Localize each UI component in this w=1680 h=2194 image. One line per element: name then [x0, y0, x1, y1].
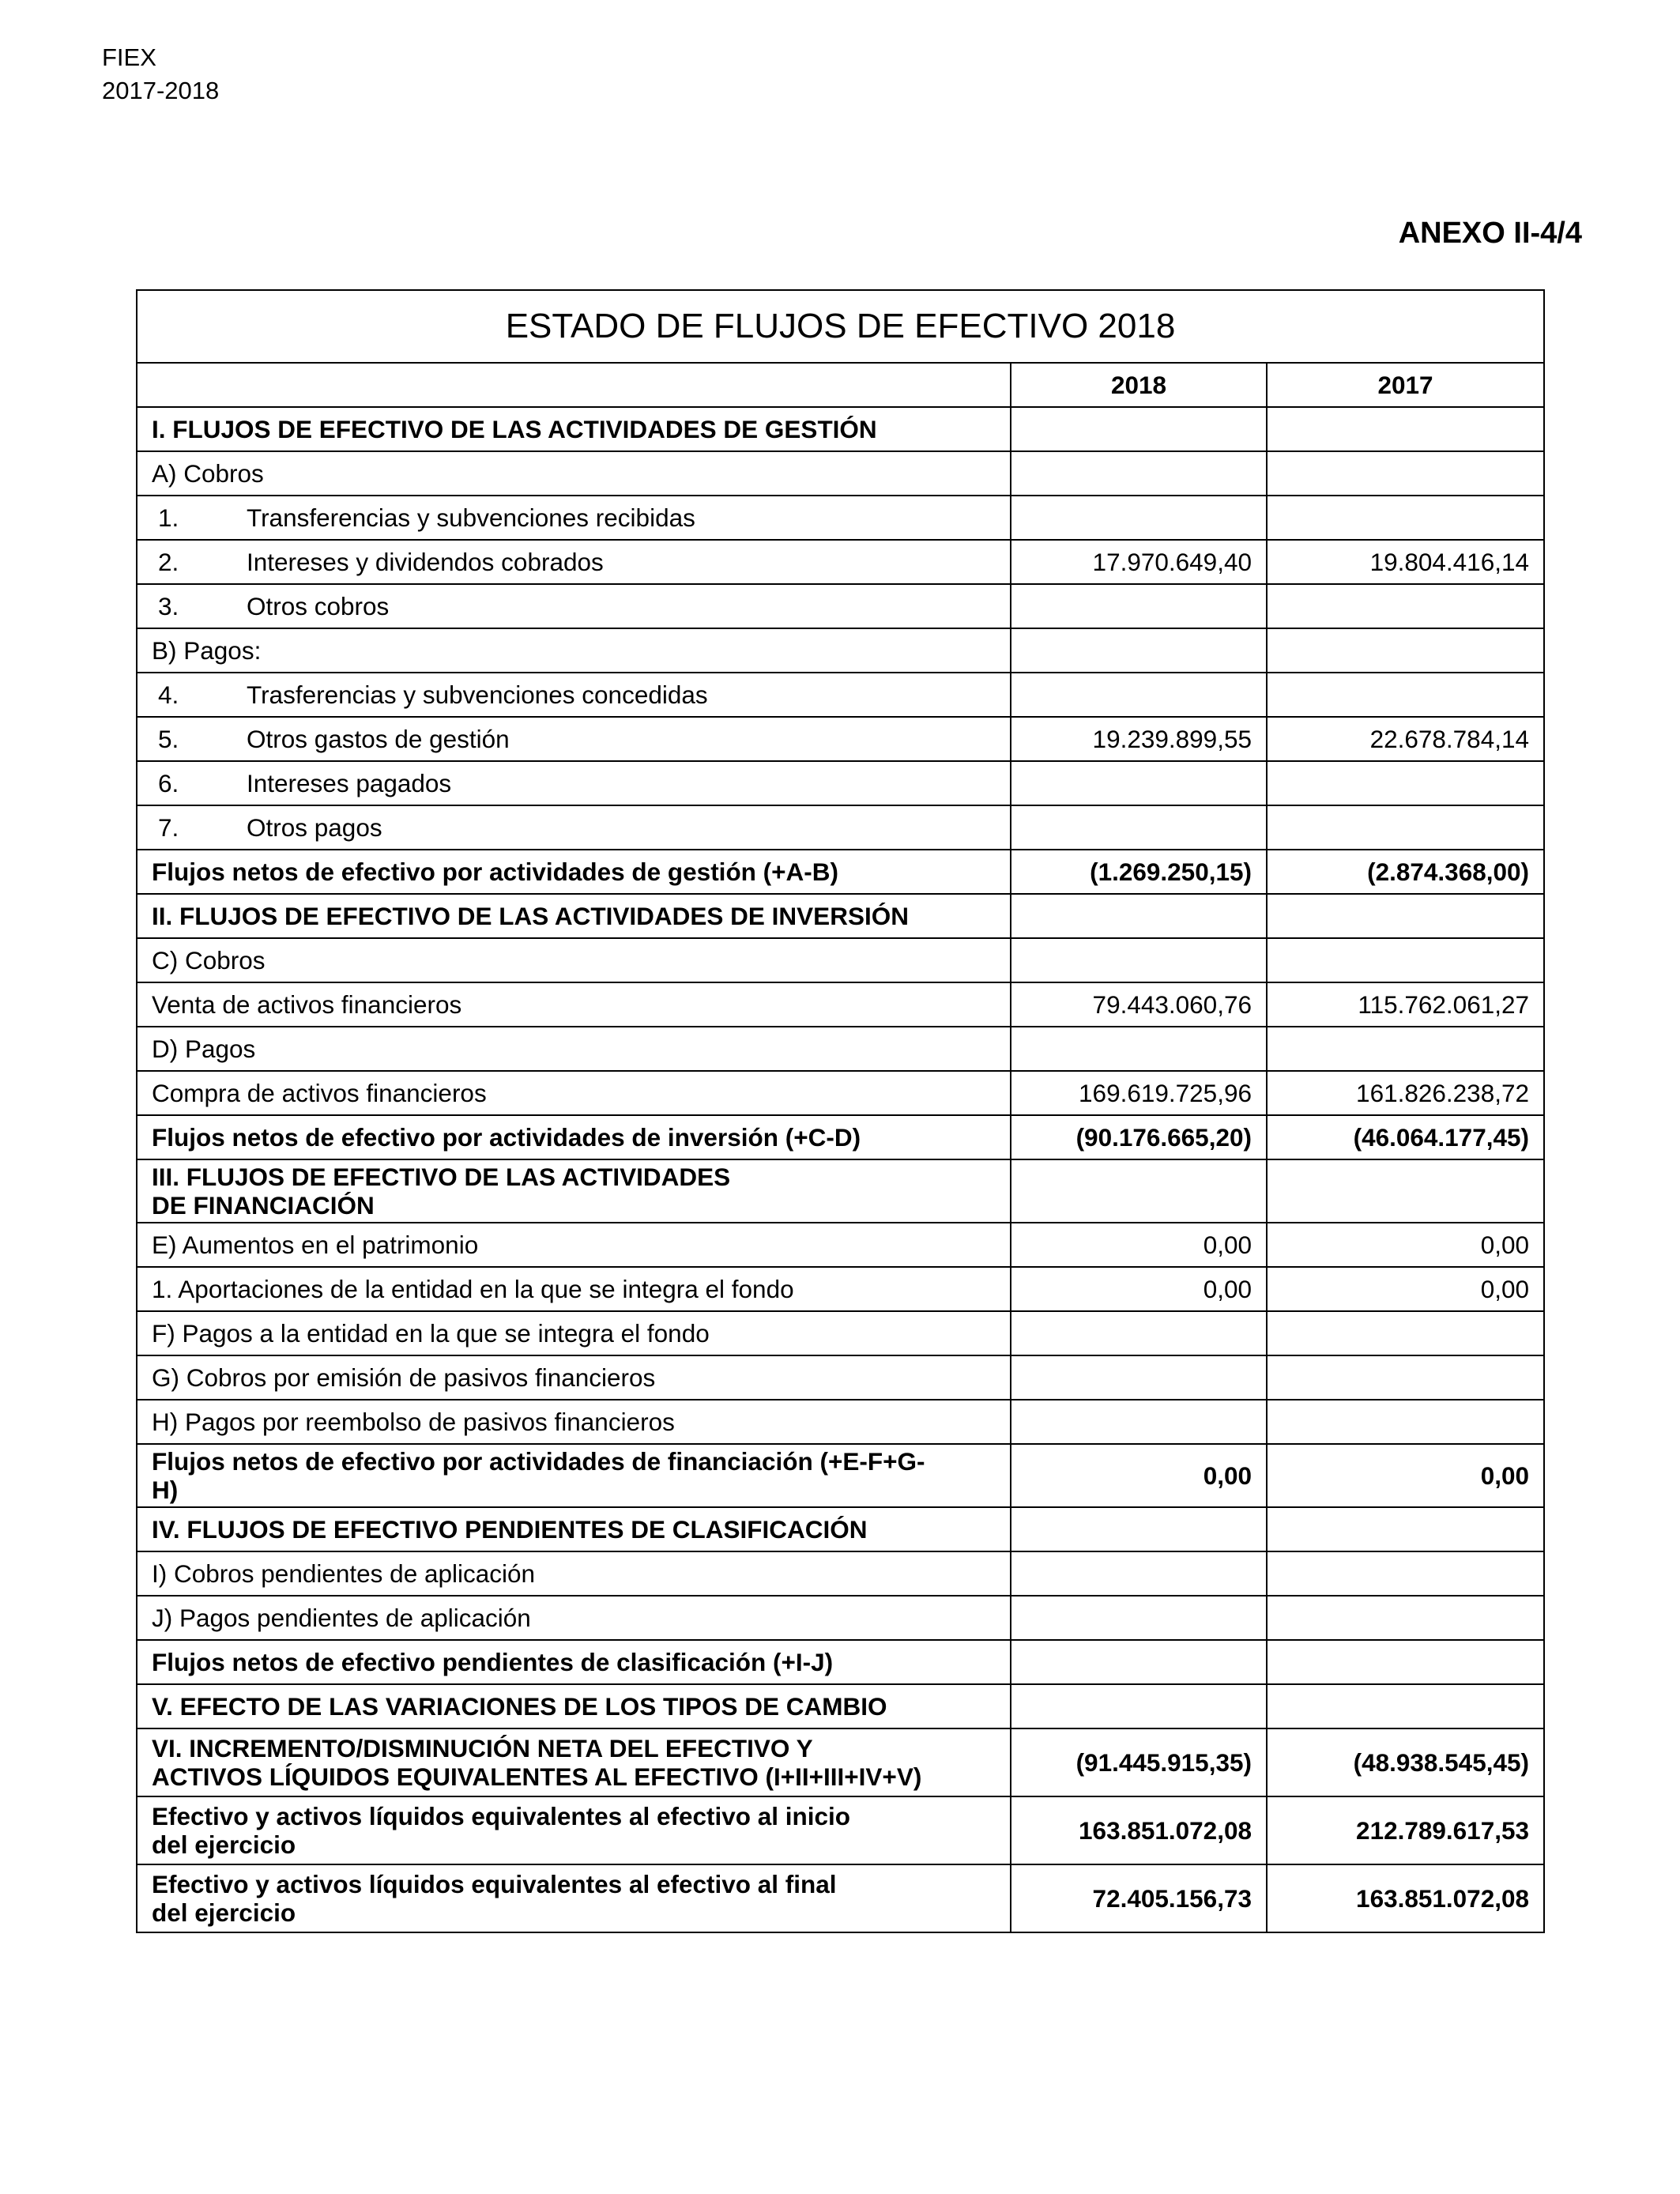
row-label-cell [137, 496, 1011, 540]
row-label: V. EFECTO DE LAS VARIACIONES DE LOS TIPOS DE CAMBIO [152, 1692, 887, 1721]
value-2018-cell: 163.851.072,08 [1011, 1796, 1267, 1864]
table-row [137, 1728, 1544, 1796]
row-label: Otros gastos de gestión [247, 725, 510, 753]
value-2017-cell: 0,00 [1267, 1267, 1544, 1311]
value-2017-cell [1267, 1551, 1544, 1596]
row-label: II. FLUJOS DE EFECTIVO DE LAS ACTIVIDADES DE INVERSIÓN [152, 902, 909, 930]
value-2017-cell: (48.938.545,45) [1267, 1728, 1544, 1796]
table-row [137, 673, 1544, 717]
row-label: E) Aumentos en el patrimonio [152, 1231, 479, 1259]
value-2017-cell: (46.064.177,45) [1267, 1115, 1544, 1159]
row-label-cell [137, 407, 1011, 451]
row-label-cell [137, 673, 1011, 717]
row-index: 7. [158, 813, 179, 842]
value-2017-cell [1267, 1311, 1544, 1355]
table-row [137, 1864, 1544, 1932]
row-label-cell [137, 1551, 1011, 1596]
value-2018-cell [1011, 584, 1267, 628]
value-2018-cell [1011, 1027, 1267, 1071]
value-2018-cell [1011, 761, 1267, 805]
row-index: 2. [158, 548, 179, 576]
value-2017-cell [1267, 628, 1544, 673]
column-header-2018: 2018 [1011, 363, 1267, 407]
row-label: Otros cobros [247, 592, 390, 620]
row-label-cell [137, 1444, 1011, 1507]
row-label: Efectivo y activos líquidos equivalentes al efectivo al final del ejercicio [152, 1870, 837, 1927]
value-2017-cell [1267, 938, 1544, 982]
row-label-cell [137, 938, 1011, 982]
value-2018-cell [1011, 451, 1267, 496]
value-2018-cell: 0,00 [1011, 1223, 1267, 1267]
row-label: Intereses y dividendos cobrados [247, 548, 604, 576]
value-2018-cell: 0,00 [1011, 1444, 1267, 1507]
row-label: Efectivo y activos líquidos equivalentes al efectivo al inicio del ejercicio [152, 1802, 851, 1859]
row-label: I. FLUJOS DE EFECTIVO DE LAS ACTIVIDADES DE GESTIÓN [152, 415, 877, 443]
row-index: 6. [158, 769, 179, 797]
row-label-cell [137, 1311, 1011, 1355]
value-2018-cell: 17.970.649,40 [1011, 540, 1267, 584]
table-row [137, 1596, 1544, 1640]
document-header [102, 41, 219, 107]
table-row [137, 761, 1544, 805]
table-row [137, 894, 1544, 938]
table-row [137, 1355, 1544, 1400]
value-2017-cell: 0,00 [1267, 1444, 1544, 1507]
value-2017-cell: (2.874.368,00) [1267, 850, 1544, 894]
row-label-cell [137, 1596, 1011, 1640]
row-label-cell [137, 717, 1011, 761]
row-label-cell [137, 1864, 1011, 1932]
row-label-cell [137, 1400, 1011, 1444]
row-label-cell [137, 1796, 1011, 1864]
value-2017-cell [1267, 1159, 1544, 1223]
table-row [137, 1223, 1544, 1267]
value-2018-cell [1011, 1311, 1267, 1355]
row-label-cell [137, 850, 1011, 894]
annex-label: ANEXO II-4/4 [1398, 217, 1582, 250]
row-label-cell [137, 1728, 1011, 1796]
table-row [137, 496, 1544, 540]
value-2017-cell [1267, 894, 1544, 938]
row-label-cell [137, 1027, 1011, 1071]
value-2017-cell [1267, 1684, 1544, 1728]
value-2017-cell [1267, 1507, 1544, 1551]
row-index: 5. [158, 725, 179, 753]
row-label: Otros pagos [247, 813, 382, 842]
table-row [137, 1400, 1544, 1444]
row-label: D) Pagos [152, 1035, 256, 1063]
value-2018-cell [1011, 1684, 1267, 1728]
table-title-row [137, 290, 1544, 363]
row-label: H) Pagos por reembolso de pasivos financieros [152, 1408, 675, 1436]
table-row [137, 451, 1544, 496]
table-row [137, 1507, 1544, 1551]
value-2018-cell [1011, 1355, 1267, 1400]
row-label-cell [137, 1355, 1011, 1400]
value-2018-cell [1011, 628, 1267, 673]
value-2017-cell [1267, 451, 1544, 496]
value-2018-cell: (90.176.665,20) [1011, 1115, 1267, 1159]
row-label: Flujos netos de efectivo por actividades de financiación (+E-F+G- H) [152, 1447, 925, 1504]
row-label: Trasferencias y subvenciones concedidas [247, 680, 708, 709]
table-row [137, 1027, 1544, 1071]
row-label: Flujos netos de efectivo por actividades de gestión (+A-B) [152, 858, 839, 886]
row-label-cell [137, 1071, 1011, 1115]
table-row [137, 1267, 1544, 1311]
row-label: IV. FLUJOS DE EFECTIVO PENDIENTES DE CLASIFICACIÓN [152, 1515, 868, 1544]
value-2018-cell [1011, 805, 1267, 850]
row-index: 4. [158, 680, 179, 709]
table-row [137, 1115, 1544, 1159]
value-2017-cell: 0,00 [1267, 1223, 1544, 1267]
row-label-cell [137, 628, 1011, 673]
value-2018-cell: 72.405.156,73 [1011, 1864, 1267, 1932]
row-label: C) Cobros [152, 946, 266, 974]
row-label: III. FLUJOS DE EFECTIVO DE LAS ACTIVIDADES DE FINANCIACIÓN [152, 1163, 731, 1220]
row-label-cell [137, 451, 1011, 496]
value-2017-cell: 22.678.784,14 [1267, 717, 1544, 761]
row-index: 3. [158, 592, 179, 620]
table-row [137, 1444, 1544, 1507]
value-2018-cell [1011, 1551, 1267, 1596]
table-row [137, 717, 1544, 761]
row-label: VI. INCREMENTO/DISMINUCIÓN NETA DEL EFECTIVO Y ACTIVOS LÍQUIDOS EQUIVALENTES AL EFECTIVO (I+II+III+IV+V) [152, 1734, 922, 1791]
value-2017-cell [1267, 805, 1544, 850]
table-row [137, 407, 1544, 451]
value-2018-cell [1011, 894, 1267, 938]
row-label-cell [137, 1267, 1011, 1311]
value-2017-cell: 212.789.617,53 [1267, 1796, 1544, 1864]
value-2017-cell [1267, 673, 1544, 717]
value-2018-cell [1011, 1596, 1267, 1640]
header-period: 2017-2018 [102, 77, 220, 104]
row-index: 1. [158, 503, 179, 532]
value-2017-cell: 163.851.072,08 [1267, 1864, 1544, 1932]
row-label-cell [137, 1684, 1011, 1728]
value-2018-cell [1011, 407, 1267, 451]
value-2018-cell [1011, 1640, 1267, 1684]
row-label: Intereses pagados [247, 769, 452, 797]
table-row [137, 805, 1544, 850]
value-2017-cell [1267, 496, 1544, 540]
cash-flow-table [136, 289, 1545, 1933]
row-label: Compra de activos financieros [152, 1079, 487, 1107]
row-label: 1. Aportaciones de la entidad en la que se integra el fondo [152, 1275, 794, 1303]
row-label: Flujos netos de efectivo por actividades de inversión (+C-D) [152, 1123, 861, 1152]
table-row [137, 1071, 1544, 1115]
header-entity: FIEX [102, 43, 156, 71]
value-2018-cell [1011, 673, 1267, 717]
row-label-cell [137, 1159, 1011, 1223]
row-label-cell [137, 761, 1011, 805]
table-row [137, 1796, 1544, 1864]
row-label-cell [137, 894, 1011, 938]
row-label-cell [137, 1115, 1011, 1159]
table-row [137, 628, 1544, 673]
value-2018-cell: (91.445.915,35) [1011, 1728, 1267, 1796]
value-2018-cell [1011, 1400, 1267, 1444]
row-label: A) Cobros [152, 459, 264, 488]
value-2018-cell: 169.619.725,96 [1011, 1071, 1267, 1115]
value-2017-cell [1267, 1400, 1544, 1444]
value-2018-cell [1011, 496, 1267, 540]
value-2017-cell [1267, 1640, 1544, 1684]
value-2017-cell [1267, 1596, 1544, 1640]
table-row [137, 1159, 1544, 1223]
value-2017-cell: 115.762.061,27 [1267, 982, 1544, 1027]
value-2017-cell [1267, 407, 1544, 451]
table-row [137, 1311, 1544, 1355]
row-label-cell [137, 1507, 1011, 1551]
header-blank-cell [137, 363, 1011, 407]
value-2018-cell: 79.443.060,76 [1011, 982, 1267, 1027]
table-row [137, 540, 1544, 584]
value-2018-cell: 0,00 [1011, 1267, 1267, 1311]
row-label: F) Pagos a la entidad en la que se integra el fondo [152, 1319, 710, 1348]
table-title: ESTADO DE FLUJOS DE EFECTIVO 2018 [137, 290, 1544, 363]
value-2017-cell [1267, 1355, 1544, 1400]
value-2017-cell: 19.804.416,14 [1267, 540, 1544, 584]
table-row [137, 1640, 1544, 1684]
value-2017-cell: 161.826.238,72 [1267, 1071, 1544, 1115]
row-label: J) Pagos pendientes de aplicación [152, 1604, 531, 1632]
row-label-cell [137, 982, 1011, 1027]
row-label-cell [137, 805, 1011, 850]
value-2017-cell [1267, 584, 1544, 628]
value-2018-cell [1011, 1507, 1267, 1551]
row-label-cell [137, 1640, 1011, 1684]
table-row [137, 938, 1544, 982]
column-header-2017: 2017 [1267, 363, 1544, 407]
value-2017-cell [1267, 761, 1544, 805]
table-row [137, 850, 1544, 894]
value-2018-cell: 19.239.899,55 [1011, 717, 1267, 761]
row-label-cell [137, 540, 1011, 584]
row-label: Flujos netos de efectivo pendientes de clasificación (+I-J) [152, 1648, 834, 1676]
value-2018-cell [1011, 1159, 1267, 1223]
table-row [137, 584, 1544, 628]
table-header-row [137, 363, 1544, 407]
row-label-cell [137, 584, 1011, 628]
table-row [137, 1551, 1544, 1596]
row-label: B) Pagos: [152, 636, 262, 665]
value-2017-cell [1267, 1027, 1544, 1071]
row-label-cell [137, 1223, 1011, 1267]
row-label: I) Cobros pendientes de aplicación [152, 1559, 536, 1588]
value-2018-cell: (1.269.250,15) [1011, 850, 1267, 894]
row-label: Transferencias y subvenciones recibidas [247, 503, 695, 532]
row-label: G) Cobros por emisión de pasivos financieros [152, 1363, 656, 1392]
value-2018-cell [1011, 938, 1267, 982]
table-row [137, 982, 1544, 1027]
row-label: Venta de activos financieros [152, 990, 462, 1019]
table-row [137, 1684, 1544, 1728]
